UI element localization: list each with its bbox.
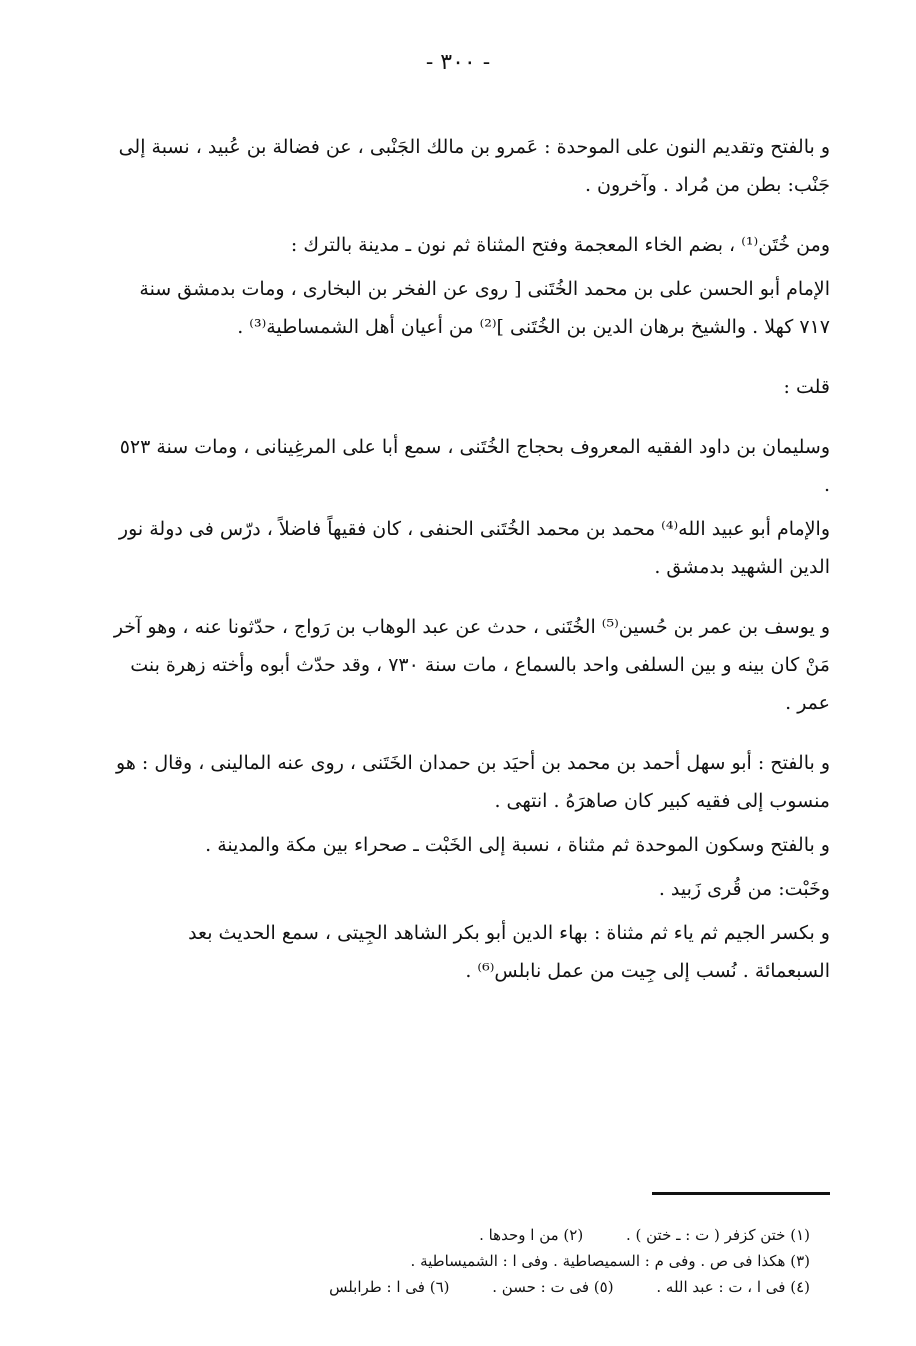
paragraph-jambi: و بالفتح وتقديم النون على الموحدة : عَمرو بن مالك الجَنْبى ، عن فضالة بن عُبيد ، نسبة إلى جَنْب: بطن من مُراد . وآخرون . — [118, 136, 830, 196]
footnote-row — [200, 1222, 810, 1248]
paragraph-khutan-intro: ومن خُتَن⁽¹⁾ ، بضم الخاء المعجمة وفتح المثناة ثم نون ـ مدينة بالترك : — [290, 234, 830, 256]
paragraph-sulayman: وسليمان بن داود الفقيه المعروف بحجاج الخُتَنى ، سمع أبا على المرغِينانى ، ومات سنة ٥٢٣ . — [119, 436, 830, 496]
footnote-6: (٦) فى ا : طرابلس — [329, 1278, 450, 1296]
paragraph-khabt-zabid: وخَبْت: من قُرى زَبيد . — [658, 878, 830, 900]
footnote-divider — [652, 1192, 830, 1195]
paragraph-khutani-imam: الإمام أبو الحسن على بن محمد الخُتَنى [ روى عن الفخر بن البخارى ، ومات بدمشق سنة ٧١٧ كهلا . والشيخ برهان الدين بن الخُتَنى ]⁽²⁾ من أعيان أهل الشمساطية⁽³⁾ . — [139, 278, 830, 338]
footnote-4: (٤) فى ا ، ت : عبد الله . — [656, 1278, 810, 1296]
paragraph-khabt: و بالفتح وسكون الموحدة ثم مثناة ، نسبة إلى الخَبْت ـ صحراء بين مكة والمدينة . — [205, 834, 830, 856]
paragraph-abu-ubaydallah: والإمام أبو عبيد الله⁽⁴⁾ محمد بن محمد الخُتَنى الحنفى ، كان فقيهاً فاضلاً ، درّس فى دولة نور الدين الشهيد بدمشق . — [118, 518, 830, 578]
paragraph-jiti: و بكسر الجيم ثم ياء ثم مثناة : بهاء الدين أبو بكر الشاهد الجِيتى ، سمع الحديث بعد السبعمائة . نُسب إلى جِيت من عمل نابلس⁽⁶⁾ . — [188, 922, 830, 982]
paragraph-yusuf: و يوسف بن عمر بن حُسين⁽⁵⁾ الخُتَنى ، حدث عن عبد الوهاب بن رَواج ، حدّثونا عنه ، وهو آخر مَنْ كان بينه و بين السلفى واحد بالسماع ، مات سنة ٧٣٠ ، وقد حدّث أبوه وأخته زهرة بنت عمر . — [113, 616, 830, 714]
page-number: - ٣٠٠ - — [425, 50, 491, 75]
footnote-row — [200, 1274, 810, 1300]
footnotes — [200, 1222, 810, 1300]
footnote-5: (٥) فى ت : حسن . — [492, 1278, 614, 1296]
paragraph-abu-sahl: و بالفتح : أبو سهل أحمد بن محمد بن أحيَد بن حمدان الخَتَنى ، روى عنه المالينى ، وقال : هو منسوب إلى فقيه كبير كان صاهرَهُ . انتهى . — [116, 752, 830, 812]
footnote-row — [200, 1248, 810, 1274]
footnote-2: (٢) من ا وحدها . — [479, 1226, 584, 1244]
paragraph-qultu: قلت : — [783, 376, 830, 398]
footnote-3: (٣) هكذا فى ص . وفى م : السميصاطية . وفى ا : الشميساطية . — [410, 1252, 810, 1270]
footnote-1: (١) ختن كزفر ( ت : ـ ختن ) . — [625, 1226, 810, 1244]
main-text — [110, 128, 830, 1012]
